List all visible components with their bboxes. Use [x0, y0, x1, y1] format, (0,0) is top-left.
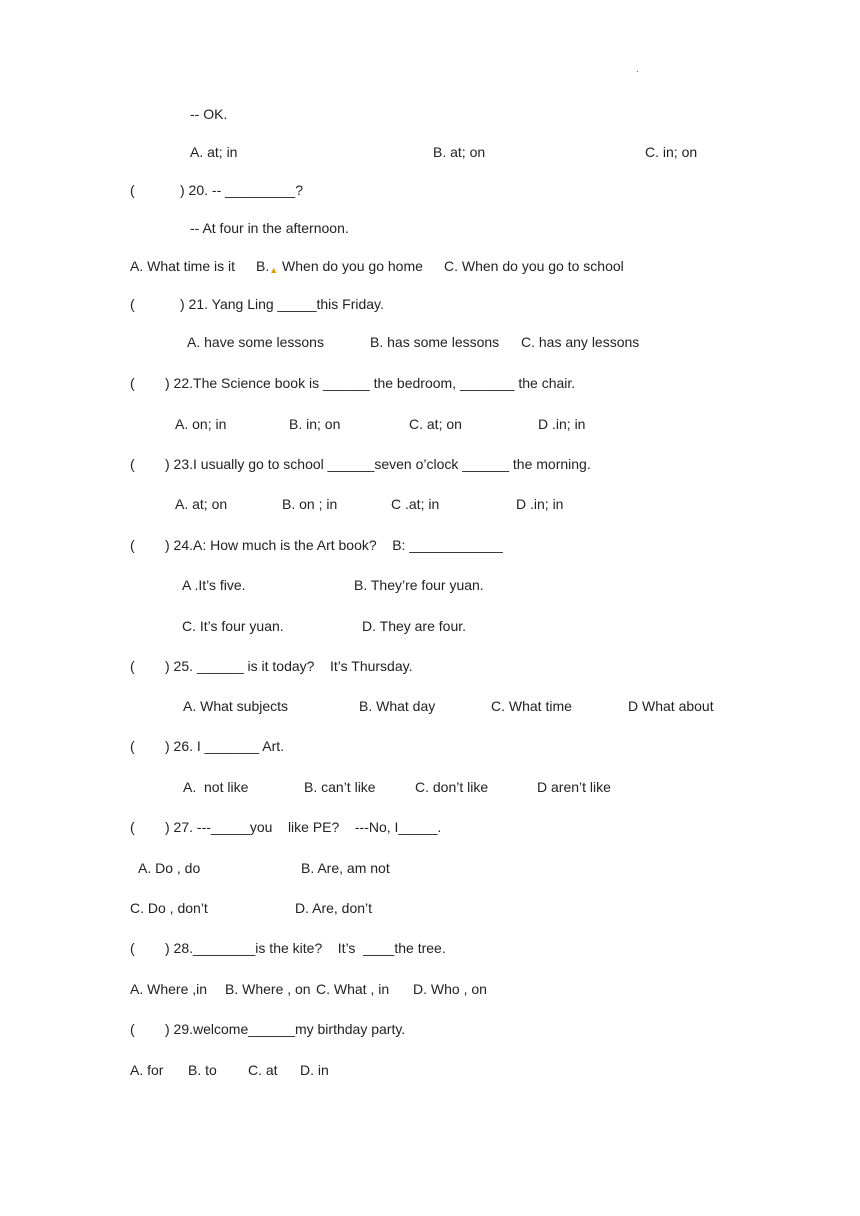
- annotation-mark-icon: ▲: [269, 265, 279, 275]
- q26-option-b: B. can’t like: [304, 779, 376, 795]
- q21-answer-paren: (: [130, 296, 135, 312]
- q27-stem: ) 27. ---_____you like PE? ---No, I_____.: [165, 819, 442, 835]
- q28-option-b: B. Where , on: [225, 981, 311, 997]
- q20-option-b-text: When do you go home: [282, 258, 423, 274]
- q25-stem: ) 25. ______ is it today? It’s Thursday.: [165, 658, 413, 674]
- q23-answer-paren: (: [130, 456, 135, 472]
- q22-stem: ) 22.The Science book is ______ the bedroom, _______ the chair.: [165, 375, 576, 391]
- q19-option-c: C. in; on: [645, 144, 698, 160]
- q24-answer-paren: (: [130, 537, 135, 553]
- q29-answer-paren: (: [130, 1021, 135, 1037]
- q23-stem: ) 23.I usually go to school ______seven o’clock ______ the morning.: [165, 456, 591, 472]
- q24-option-d: D. They are four.: [362, 618, 467, 634]
- q22-option-c: C. at; on: [409, 416, 462, 432]
- q19-answer-line: -- OK.: [190, 106, 228, 122]
- q21-option-b: B. has some lessons: [370, 334, 500, 350]
- q26-option-a: A. not like: [183, 779, 249, 795]
- q21-option-a: A. have some lessons: [187, 334, 324, 350]
- q26-option-d: D aren’t like: [537, 779, 611, 795]
- q23-option-a: A. at; on: [175, 496, 228, 512]
- q22-option-a: A. on; in: [175, 416, 227, 432]
- q20-answer-paren: (: [130, 182, 135, 198]
- q19-option-b: B. at; on: [433, 144, 486, 160]
- q25-option-c: C. What time: [491, 698, 572, 714]
- q24-option-c: C. It’s four yuan.: [182, 618, 284, 634]
- header-dot: .: [636, 64, 639, 75]
- q22-option-d: D .in; in: [538, 416, 586, 432]
- q29-option-d: D. in: [300, 1062, 329, 1078]
- q28-option-a: A. Where ,in: [130, 981, 208, 997]
- q22-option-b: B. in; on: [289, 416, 341, 432]
- q21-option-c: C. has any lessons: [521, 334, 640, 350]
- q28-option-c: C. What , in: [316, 981, 390, 997]
- q21-stem: ) 21. Yang Ling _____this Friday.: [180, 296, 384, 312]
- q28-answer-paren: (: [130, 940, 135, 956]
- q29-stem: ) 29.welcome______my birthday party.: [165, 1021, 406, 1037]
- q20-option-c: C. When do you go to school: [444, 258, 624, 274]
- q27-option-b: B. Are, am not: [301, 860, 390, 876]
- q20-option-b: [256, 257, 423, 279]
- q23-option-b: B. on ; in: [282, 496, 338, 512]
- q28-option-d: D. Who , on: [413, 981, 487, 997]
- q20-option-a: A. What time is it: [130, 258, 236, 274]
- q25-option-b: B. What day: [359, 698, 436, 714]
- q25-answer-paren: (: [130, 658, 135, 674]
- q29-option-b: B. to: [188, 1062, 217, 1078]
- q20-option-b-prefix: B.: [256, 258, 270, 274]
- q25-option-d: D What about: [628, 698, 714, 714]
- q20-stem: ) 20. -- _________?: [180, 182, 303, 198]
- q26-answer-paren: (: [130, 738, 135, 754]
- q27-answer-paren: (: [130, 819, 135, 835]
- q27-option-a: A. Do , do: [138, 860, 201, 876]
- q26-option-c: C. don’t like: [415, 779, 489, 795]
- q24-option-b: B. They’re four yuan.: [354, 577, 484, 593]
- q22-answer-paren: (: [130, 375, 135, 391]
- q27-option-c: C. Do , don’t: [130, 900, 208, 916]
- q24-option-a: A .It’s five.: [182, 577, 246, 593]
- q20-answer-line: -- At four in the afternoon.: [190, 220, 349, 236]
- q25-option-a: A. What subjects: [183, 698, 289, 714]
- q28-stem: ) 28.________is the kite? It’s ____the tree.: [165, 940, 446, 956]
- q27-option-d: D. Are, don’t: [295, 900, 373, 916]
- q29-option-c: C. at: [248, 1062, 278, 1078]
- q23-option-c: C .at; in: [391, 496, 440, 512]
- q23-option-d: D .in; in: [516, 496, 564, 512]
- q19-option-a: A. at; in: [190, 144, 238, 160]
- q24-stem: ) 24.A: How much is the Art book? B: ____________: [165, 537, 503, 553]
- q29-option-a: A. for: [130, 1062, 164, 1078]
- q26-stem: ) 26. I _______ Art.: [165, 738, 285, 754]
